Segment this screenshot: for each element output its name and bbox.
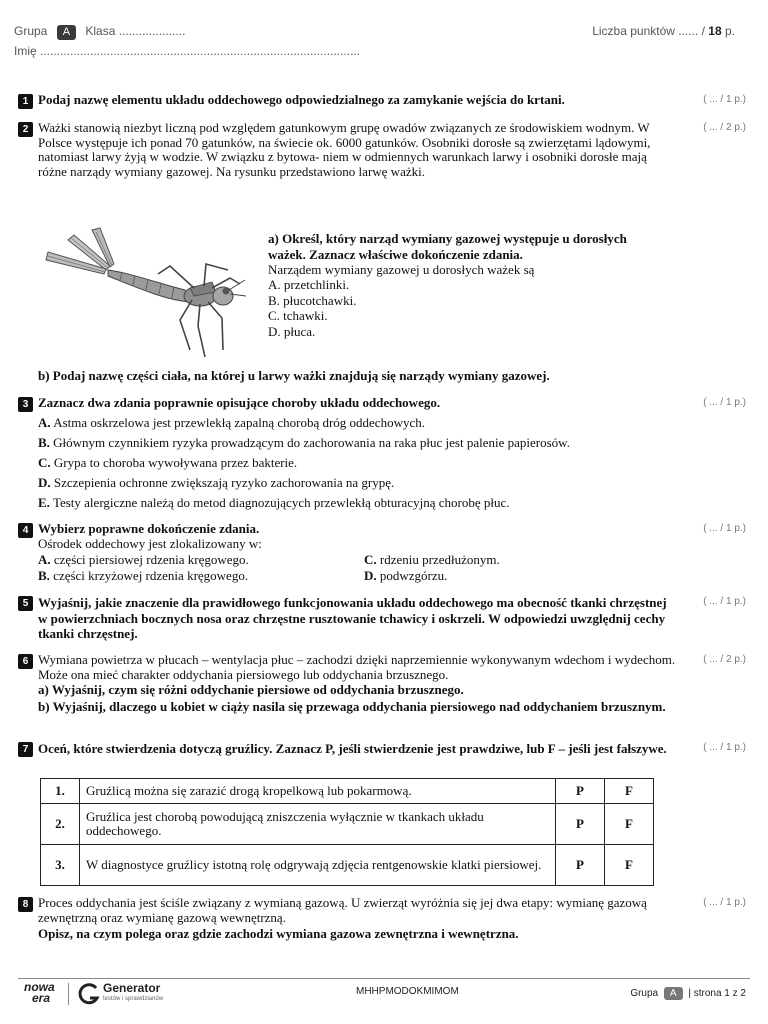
option-text: podwzgórzu. [379, 568, 448, 583]
class-label: Klasa .................... [85, 24, 186, 38]
row-number: 3. [41, 845, 80, 886]
table-row [41, 779, 654, 804]
question-2-points: ( ... / 2 p.) [703, 122, 746, 133]
question-4-points: ( ... / 1 p.) [703, 523, 746, 534]
footer-group-label: Grupa [630, 988, 659, 999]
question-number-4: 4 [18, 523, 33, 538]
true-false-table [40, 778, 654, 886]
question-3-option-c[interactable] [38, 455, 297, 470]
question-2b-task: b) Podaj nazwę części ciała, na której u larwy ważki znajdują się narządy wymiany gazowej. [38, 368, 550, 383]
document-code: MHHPMODOKMIMOM [356, 986, 459, 997]
points-unit: p. [724, 24, 735, 38]
row-number: 2. [41, 804, 80, 845]
page-number: | strona 1 z 2 [688, 988, 746, 999]
question-3-option-a[interactable] [38, 415, 425, 430]
points-max: 18 [708, 24, 722, 38]
question-number-6: 6 [18, 654, 33, 669]
generator-logo-icon [78, 982, 100, 1006]
question-6b-task: b) Wyjaśnij, dlaczego u kobiet w ciąży nasila się przewaga oddychania piersiowego nad oddychaniem brzusznym. [38, 699, 666, 714]
question-3-points: ( ... / 1 p.) [703, 397, 746, 408]
question-3-option-e[interactable] [38, 495, 509, 510]
points-label: Liczba punktów ...... / [592, 24, 705, 38]
true-cell[interactable]: P [556, 779, 605, 804]
question-number-1: 1 [18, 94, 33, 109]
header-group-class [14, 24, 185, 40]
question-2a-option-c[interactable]: C. tchawki. [268, 308, 328, 323]
table-row [41, 804, 654, 845]
logo-era: era [32, 991, 51, 1005]
question-1-text: Podaj nazwę elementu układu oddechowego odpowiedzialnego za zamykanie wejścia do krtani. [38, 92, 565, 107]
question-3-option-d[interactable] [38, 475, 394, 490]
option-letter: A. [38, 415, 51, 430]
row-number: 1. [41, 779, 80, 804]
question-3-task: Zaznacz dwa zdania poprawnie opisujące choroby układu oddechowego. [38, 395, 441, 410]
dragonfly-larva-illustration [40, 222, 250, 362]
logo-separator [68, 983, 69, 1005]
option-letter: A. [38, 552, 51, 567]
option-letter: C. [364, 552, 377, 567]
question-number-7: 7 [18, 742, 33, 757]
name-field[interactable]: Imię ................................................................................................ [14, 44, 361, 58]
statement-text: W diagnostyce gruźlicy istotną rolę odgrywają zdjęcia rentgenowskie klatki piersiowej. [80, 845, 556, 886]
nowa-era-logo [24, 982, 64, 1008]
question-2a-task: a) Określ, który narząd wymiany gazowej występuje u dorosłych ważek. Zaznacz właściwe dokończenie zdania. [268, 231, 627, 262]
option-letter: B. [38, 568, 50, 583]
question-4-option-a[interactable] [38, 552, 249, 567]
option-text: części piersiowej rdzenia kręgowego. [53, 552, 249, 567]
option-text: Astma oskrzelowa jest przewlekłą zapalną chorobą dróg oddechowych. [53, 415, 425, 430]
option-letter: C. [38, 455, 51, 470]
statement-text: Gruźlica jest chorobą powodującą zniszczenia wyłącznie w tkankach układu oddechowego. [80, 804, 556, 845]
option-letter: B. [38, 435, 50, 450]
question-7-task: Oceń, które stwierdzenia dotyczą gruźlicy. Zaznacz P, jeśli stwierdzenie jest prawdziwe, lub F – jeśli jest fałszywe. [38, 741, 667, 756]
true-cell[interactable]: P [556, 845, 605, 886]
question-8-intro: Proces oddychania jest ściśle związany z wymianą gazową. U zwierząt wyróżnia się jej dwa etapy: wymianę gazową zewnętrzną oraz wymianę gazową wewnętrzną. [38, 895, 647, 925]
generator-subtitle: testów i sprawdzianów [103, 996, 164, 1002]
option-text: rdzeniu przedłużonym. [379, 552, 500, 567]
question-number-2: 2 [18, 122, 33, 137]
false-cell[interactable]: F [605, 779, 654, 804]
generator-title: Generator [103, 981, 161, 995]
question-5-text: Wyjaśnij, jakie znaczenie dla prawidłowego funkcjonowania układu oddechowego ma obecność tkanki chrzęstnej w powierzchniach bocznych nosa oraz chrzęstne rusztowanie tchawicy i oskrzeli. W odpowiedzi uwzględnij cechy tkanki chrzęstnej. [38, 595, 667, 641]
option-text: Głównym czynnikiem ryzyka prowadzącym do zachorowania na raka płuc jest palenie papierosów. [53, 435, 570, 450]
question-number-5: 5 [18, 596, 33, 611]
question-2a-option-b[interactable]: B. płucotchawki. [268, 292, 357, 308]
question-6-points: ( ... / 2 p.) [703, 654, 746, 665]
question-4-option-d[interactable] [364, 568, 447, 583]
question-8-points: ( ... / 1 p.) [703, 897, 746, 908]
question-8-task: Opisz, na czym polega oraz gdzie zachodzi wymiana gazowa zewnętrzna i wewnętrzna. [38, 926, 519, 941]
question-6-intro: Wymiana powietrza w płucach – wentylacja płuc – zachodzi dzięki naprzemiennie wykonywanym wdechom i wydechom. Może ona mieć charakter oddychania piersiowego lub oddychania brzusznego. [38, 652, 676, 682]
true-cell[interactable]: P [556, 804, 605, 845]
false-cell[interactable]: F [605, 804, 654, 845]
question-2a-stem: Narządem wymiany gazowej u dorosłych ważek są [268, 262, 535, 277]
statement-text: Gruźlicą można się zarazić drogą kropelkową lub pokarmową. [80, 779, 556, 804]
option-text: Testy alergiczne należą do metod diagnozujących przewlekłą obturacyjną chorobę płuc. [52, 495, 510, 510]
question-4-option-b[interactable] [38, 568, 248, 583]
question-5-points: ( ... / 1 p.) [703, 596, 746, 607]
footer-divider [18, 978, 750, 979]
question-4-task: Wybierz poprawne dokończenie zdania. [38, 521, 260, 536]
footer-group-badge: A [664, 987, 683, 1000]
option-text: Grypa to choroba wywoływana przez bakterie. [53, 455, 298, 470]
option-text: części krzyżowej rdzenia kręgowego. [53, 568, 249, 583]
question-4-stem: Ośrodek oddechowy jest zlokalizowany w: [38, 536, 262, 551]
footer-page-info [630, 987, 746, 1000]
option-text: Szczepienia ochronne zwiększają ryzyko zachorowania na grypę. [53, 475, 395, 490]
false-cell[interactable]: F [605, 845, 654, 886]
question-6a-task: a) Wyjaśnij, czym się różni oddychanie piersiowe od oddychania brzusznego. [38, 682, 464, 697]
option-letter: D. [38, 475, 51, 490]
option-letter: E. [38, 495, 50, 510]
option-letter: D. [364, 568, 377, 583]
question-7-points: ( ... / 1 p.) [703, 742, 746, 753]
group-badge: A [57, 25, 76, 40]
question-3-option-b[interactable] [38, 435, 570, 450]
question-2a-option-a[interactable]: A. przetchlinki. [268, 277, 350, 292]
question-2-intro: Ważki stanowią niezbyt liczną pod względem gatunkowym grupę owadów związanych ze środowiskiem wodnym. W Polsce występuje ich ponad 70 gatunków, na świecie ok. 6000 gatunków. Osobniki dorosłe są zwierzętami lądowymi, natomiast larwy żyją w wodzie. W związku z bytowa- niem w odmiennych warunkach larwy i osobniki dorosłe mają różne narządy wymiany gazowej. Na rysunku przedstawiono larwę ważki. [38, 120, 651, 179]
logo-nowa: nowa [24, 980, 55, 994]
question-2a-option-d[interactable]: D. płuca. [268, 323, 316, 339]
question-number-3: 3 [18, 397, 33, 412]
question-4-option-c[interactable] [364, 552, 500, 567]
header-points [592, 24, 735, 38]
question-1-points: ( ... / 1 p.) [703, 94, 746, 105]
question-number-8: 8 [18, 897, 33, 912]
table-row [41, 845, 654, 886]
group-label: Grupa [14, 24, 48, 38]
